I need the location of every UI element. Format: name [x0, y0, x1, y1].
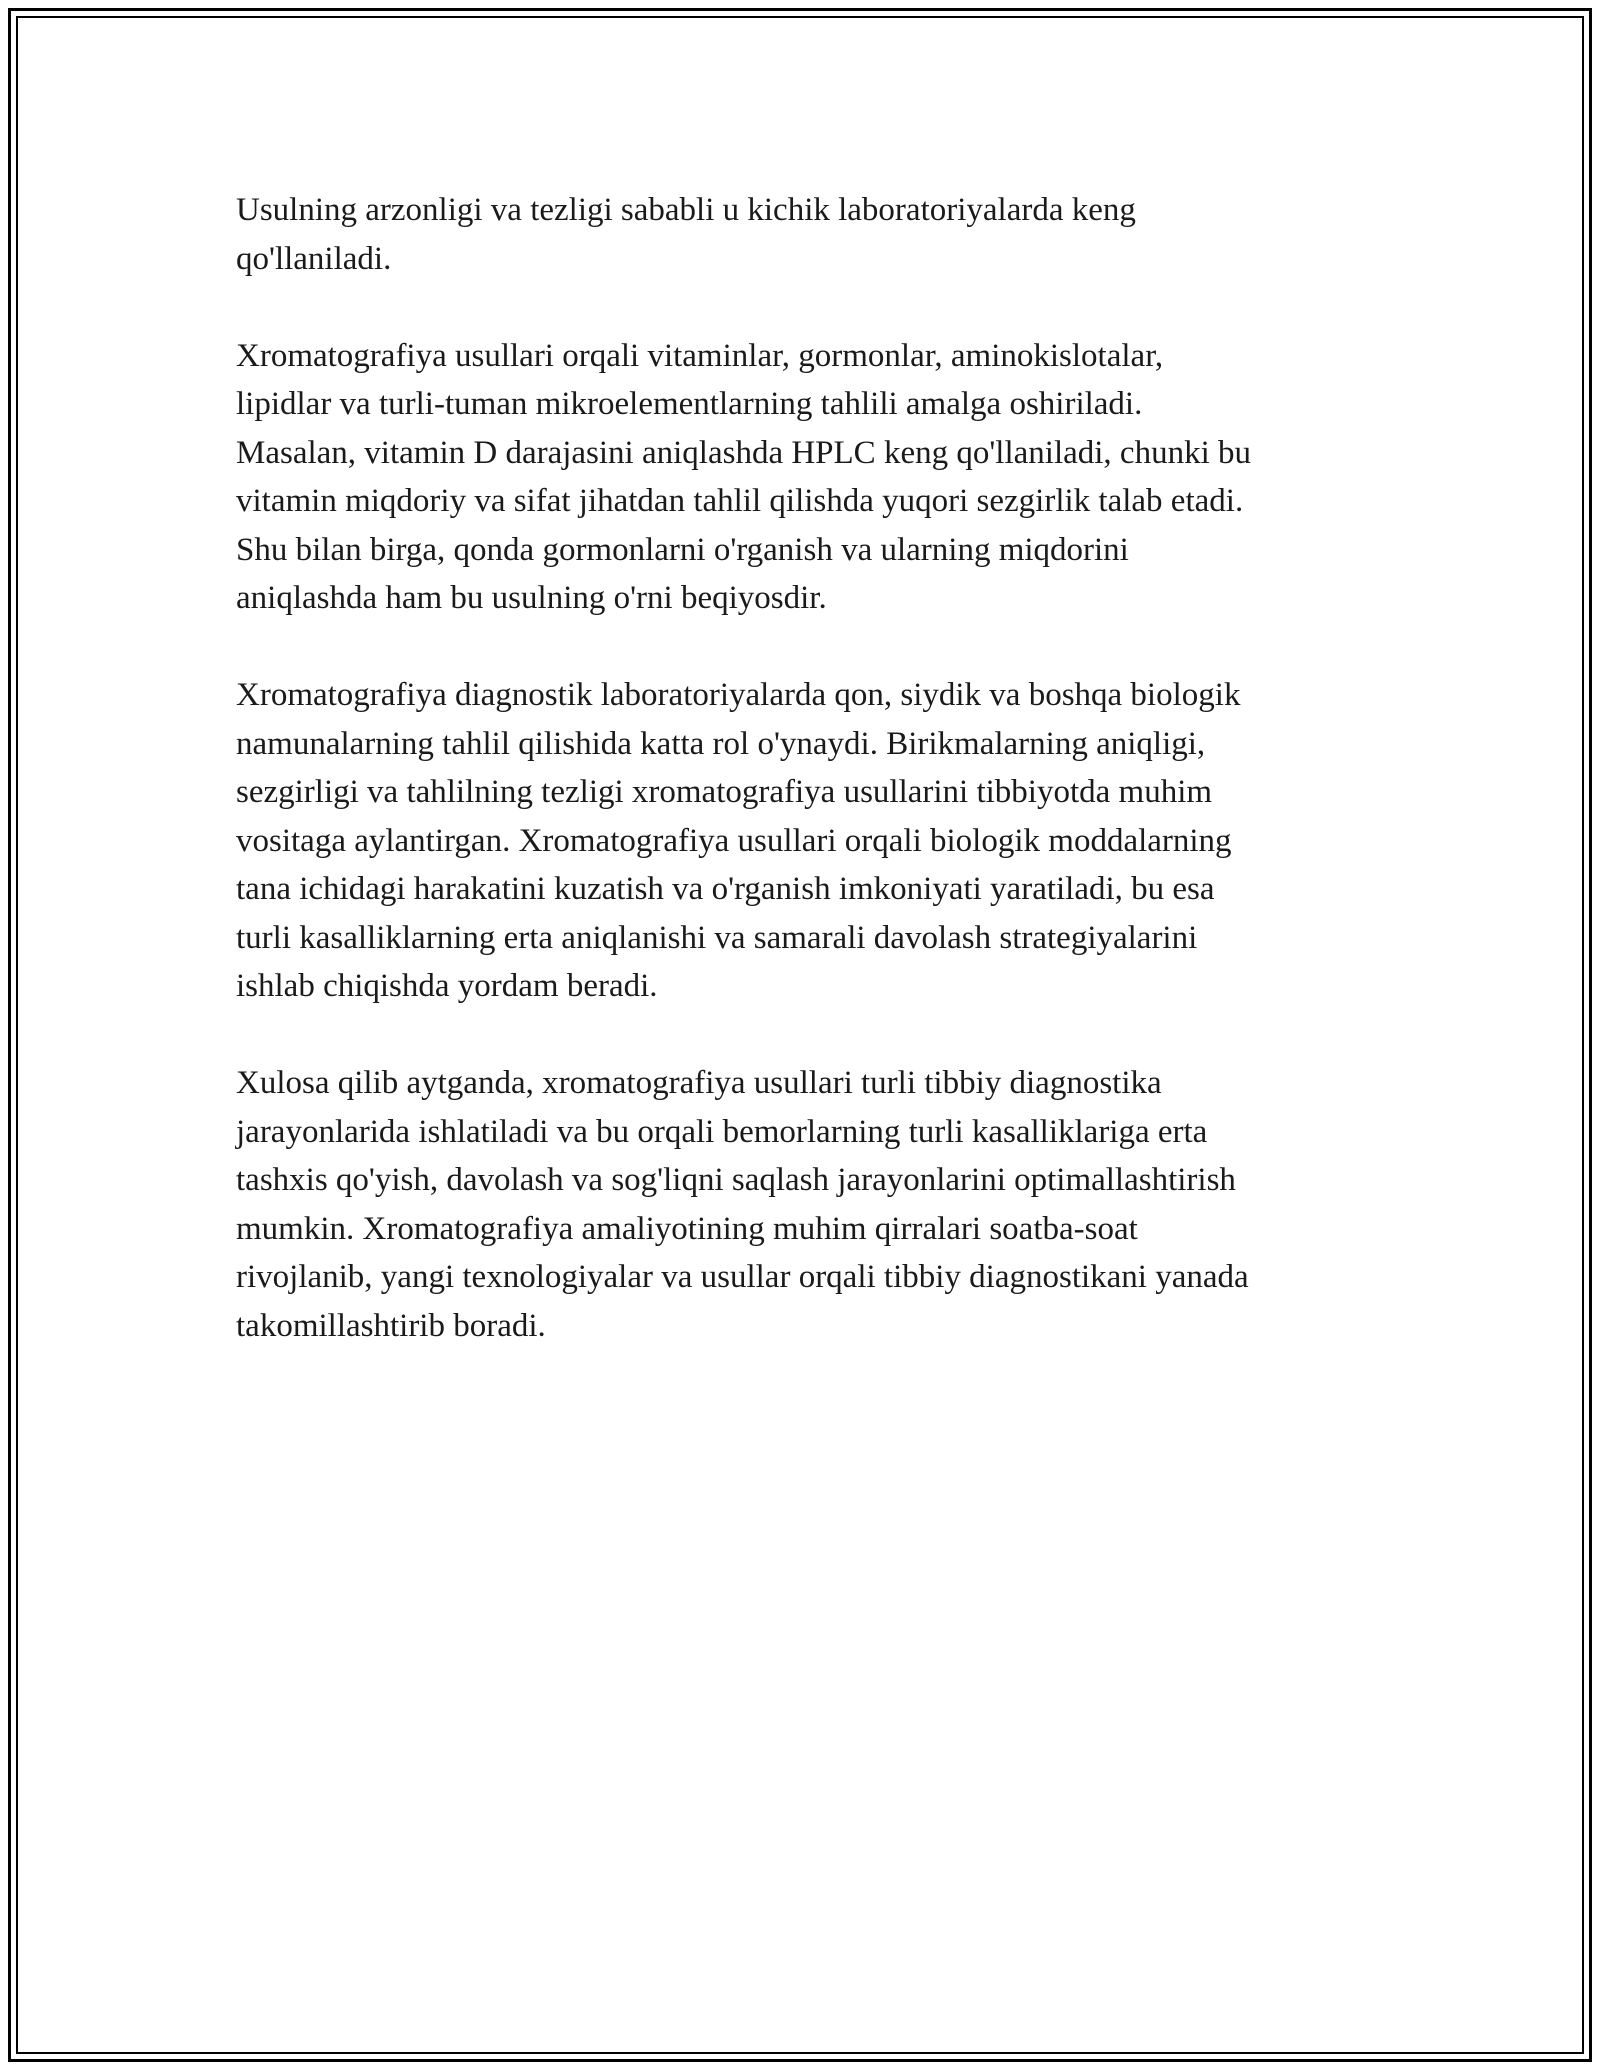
paragraph-3: Xromatografiya diagnostik laboratoriyalarda qon, siydik va boshqa biologik namunalarning tahlil qilishida katta rol o'ynaydi. Birikmalarning aniqligi, sezgirligi va tahlilning tezligi xromatografiya usullarini tibbiyotda muhim vositaga aylantirgan. Xromatografiya usullari orqali biologik moddalarning tana ichidagi harakatini kuzatish va o'rganish imkoniyati yaratiladi, bu esa turli kasalliklarning erta aniqlanishi va samarali davolash strategiyalarini ishlab chiqishda yordam beradi. [236, 677, 1241, 1004]
paragraph-4: Xulosa qilib aytganda, xromatografiya usullari turli tibbiy diagnostika jarayonlarida ishlatiladi va bu orqali bemorlarning turli kasalliklariga erta tashxis qo'yish, davolash va sog'liqni saqlash jarayonlarini optimallashtirish mumkin. Xromatografiya amaliyotining muhim qirralari soatba-soat rivojlanib, yangi texnologiyalar va usullar orqali tibbiy diagnostikani yanada takomillashtirib boradi. [236, 1065, 1249, 1344]
paragraph-2: Xromatografiya usullari orqali vitaminlar, gormonlar, aminokislotalar, lipidlar va turli-tuman mikroelementlarning tahlili amalga oshiriladi. Masalan, vitamin D darajasini aniqlashda HPLC keng qo'llaniladi, chunki bu vitamin miqdoriy va sifat jihatdan tahlil qilishda yuqori sezgirlik talab etadi. Shu bilan birga, qonda gormonlarni o'rganish va ularning miqdorini aniqlashda ham bu usulning o'rni beqiyosdir. [236, 337, 1251, 616]
document-body [236, 186, 1376, 1399]
paragraph-1: Usulning arzonligi va tezligi sababli u kichik laboratoriyalarda keng qo'llaniladi. [236, 192, 1136, 277]
